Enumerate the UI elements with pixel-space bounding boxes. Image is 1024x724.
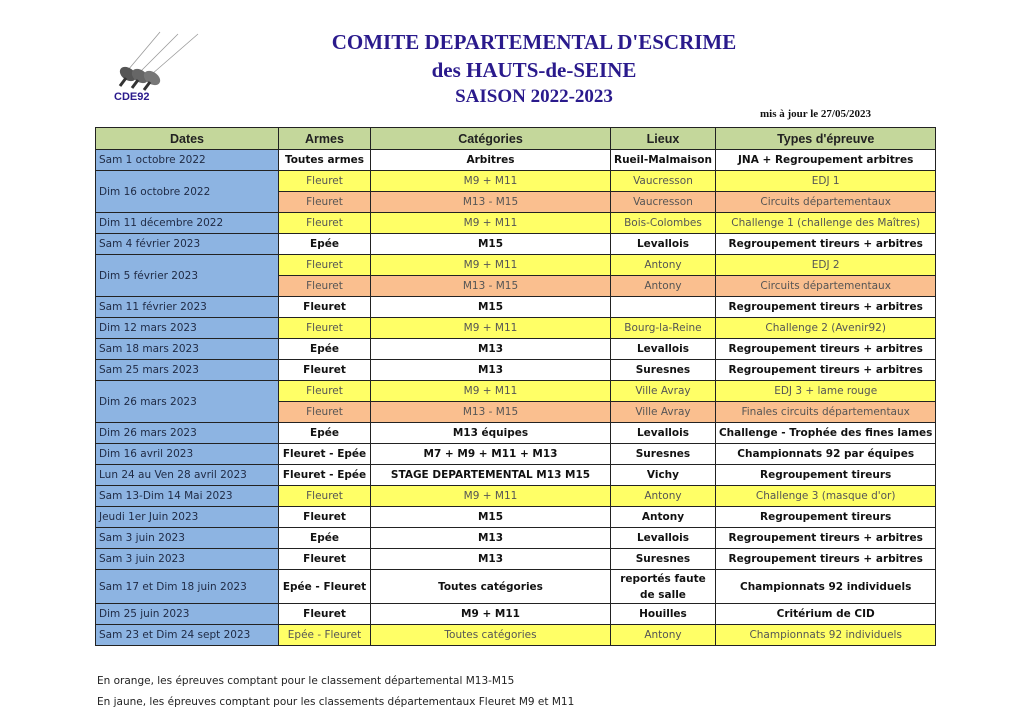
cell-arme: Fleuret xyxy=(279,318,371,339)
cell-lieu: Antony xyxy=(611,255,716,276)
table-row xyxy=(96,297,936,318)
cell-lieu: Suresnes xyxy=(611,549,716,570)
cell-date: Sam 1 octobre 2022 xyxy=(96,150,279,171)
cell-lieu: Suresnes xyxy=(611,360,716,381)
cell-lieu: Antony xyxy=(611,625,716,646)
table-row xyxy=(96,171,936,192)
cell-arme: Epée xyxy=(279,234,371,255)
table-row xyxy=(96,381,936,402)
table-row xyxy=(96,625,936,646)
legend-orange-note: En orange, les épreuves comptant pour le classement départemental M13-M15 xyxy=(97,675,515,687)
cell-cat: M9 + M11 xyxy=(371,604,611,625)
cell-lieu: Levallois xyxy=(611,528,716,549)
table-row xyxy=(96,360,936,381)
column-header-types: Types d'épreuve xyxy=(715,128,935,150)
cell-cat: M13 xyxy=(371,360,611,381)
cell-type: Regroupement tireurs + arbitres xyxy=(715,549,935,570)
cell-cat: M9 + M11 xyxy=(371,318,611,339)
cell-arme: Fleuret xyxy=(279,549,371,570)
cell-lieu: Levallois xyxy=(611,234,716,255)
cell-lieu: Bourg-la-Reine xyxy=(611,318,716,339)
cell-arme: Fleuret - Epée xyxy=(279,465,371,486)
cell-arme: Fleuret xyxy=(279,604,371,625)
cell-date: Dim 26 mars 2023 xyxy=(96,423,279,444)
cell-arme: Fleuret xyxy=(279,276,371,297)
column-header-lieux: Lieux xyxy=(611,128,716,150)
table-row xyxy=(96,486,936,507)
cell-cat: STAGE DEPARTEMENTAL M13 M15 xyxy=(371,465,611,486)
season-title: SAISON 2022-2023 xyxy=(455,86,613,107)
cell-type: Challenge 2 (Avenir92) xyxy=(715,318,935,339)
table-row xyxy=(96,213,936,234)
cell-lieu: Vaucresson xyxy=(611,171,716,192)
cell-arme: Epée - Fleuret xyxy=(279,625,371,646)
cell-date: Sam 25 mars 2023 xyxy=(96,360,279,381)
page-title: COMITE DEPARTEMENTAL D'ESCRIME xyxy=(331,30,737,54)
cell-type: Critérium de CID xyxy=(715,604,935,625)
cell-type: Championnats 92 par équipes xyxy=(715,444,935,465)
table-header-row xyxy=(96,128,936,150)
cell-date: Dim 25 juin 2023 xyxy=(96,604,279,625)
table-row xyxy=(96,423,936,444)
cell-date: Sam 4 février 2023 xyxy=(96,234,279,255)
cell-lieu: reportés faute de salle xyxy=(611,570,716,604)
cell-arme: Fleuret xyxy=(279,486,371,507)
cell-lieu: Antony xyxy=(611,276,716,297)
cell-lieu: Vaucresson xyxy=(611,192,716,213)
update-date: mis à jour le 27/05/2023 xyxy=(760,108,872,120)
cell-date: Sam 13-Dim 14 Mai 2023 xyxy=(96,486,279,507)
cell-type: Regroupement tireurs + arbitres xyxy=(715,339,935,360)
table-row xyxy=(96,339,936,360)
table-row xyxy=(96,528,936,549)
cell-date: Dim 16 avril 2023 xyxy=(96,444,279,465)
cell-date: Jeudi 1er Juin 2023 xyxy=(96,507,279,528)
cell-type: Challenge 3 (masque d'or) xyxy=(715,486,935,507)
table-body xyxy=(96,150,936,646)
column-header-categories: Catégories xyxy=(371,128,611,150)
cell-lieu: Antony xyxy=(611,486,716,507)
cell-date: Dim 26 mars 2023 xyxy=(96,381,279,423)
cell-type: Circuits départementaux xyxy=(715,192,935,213)
cell-cat: M15 xyxy=(371,297,611,318)
cell-type: Regroupement tireurs + arbitres xyxy=(715,297,935,318)
cell-type: JNA + Regroupement arbitres xyxy=(715,150,935,171)
cell-arme: Epée xyxy=(279,528,371,549)
cell-arme: Epée xyxy=(279,423,371,444)
logo-text: CDE92 xyxy=(114,91,150,102)
cell-type: Challenge 1 (challenge des Maîtres) xyxy=(715,213,935,234)
table-row xyxy=(96,234,936,255)
cell-cat: M13 - M15 xyxy=(371,276,611,297)
cell-arme: Epée - Fleuret xyxy=(279,570,371,604)
calendar-table xyxy=(95,127,936,646)
page-subtitle: des HAUTS-de-SEINE xyxy=(431,58,637,82)
cell-cat: M13 équipes xyxy=(371,423,611,444)
cell-cat: Toutes catégories xyxy=(371,570,611,604)
cell-cat: M9 + M11 xyxy=(371,213,611,234)
cell-cat: M9 + M11 xyxy=(371,171,611,192)
table-row xyxy=(96,150,936,171)
table-row xyxy=(96,570,936,604)
cell-type: Circuits départementaux xyxy=(715,276,935,297)
cell-arme: Fleuret xyxy=(279,255,371,276)
cell-type: Regroupement tireurs + arbitres xyxy=(715,528,935,549)
cell-arme: Epée xyxy=(279,339,371,360)
cell-arme: Fleuret xyxy=(279,213,371,234)
cell-cat: M9 + M11 xyxy=(371,486,611,507)
cell-type: Regroupement tireurs + arbitres xyxy=(715,234,935,255)
cell-date: Sam 23 et Dim 24 sept 2023 xyxy=(96,625,279,646)
cell-cat: Arbitres xyxy=(371,150,611,171)
cell-type: Challenge - Trophée des fines lames xyxy=(715,423,935,444)
cell-type: Regroupement tireurs xyxy=(715,465,935,486)
cell-type: Championnats 92 individuels xyxy=(715,625,935,646)
cell-lieu: Houilles xyxy=(611,604,716,625)
cell-arme: Fleuret xyxy=(279,360,371,381)
cell-arme: Fleuret xyxy=(279,297,371,318)
cell-cat: M13 xyxy=(371,549,611,570)
cell-date: Sam 3 juin 2023 xyxy=(96,528,279,549)
cell-cat: M13 - M15 xyxy=(371,402,611,423)
cell-lieu xyxy=(611,297,716,318)
cell-date: Dim 16 octobre 2022 xyxy=(96,171,279,213)
legend-yellow-note: En jaune, les épreuves comptant pour les classements départementaux Fleuret M9 et M11 xyxy=(97,696,575,708)
cell-date: Dim 5 février 2023 xyxy=(96,255,279,297)
cell-date: Sam 11 février 2023 xyxy=(96,297,279,318)
cell-arme: Fleuret xyxy=(279,507,371,528)
cell-lieu: Antony xyxy=(611,507,716,528)
cell-lieu: Levallois xyxy=(611,339,716,360)
column-header-dates: Dates xyxy=(96,128,279,150)
table-row xyxy=(96,507,936,528)
cell-lieu: Ville Avray xyxy=(611,402,716,423)
cell-arme: Fleuret xyxy=(279,381,371,402)
cell-date: Sam 3 juin 2023 xyxy=(96,549,279,570)
table-row xyxy=(96,255,936,276)
cell-arme: Toutes armes xyxy=(279,150,371,171)
cell-type: EDJ 1 xyxy=(715,171,935,192)
cell-lieu: Rueil-Malmaison xyxy=(611,150,716,171)
table-row xyxy=(96,318,936,339)
cell-type: EDJ 3 + lame rouge xyxy=(715,381,935,402)
cell-cat: M9 + M11 xyxy=(371,255,611,276)
cell-type: Finales circuits départementaux xyxy=(715,402,935,423)
table-row xyxy=(96,465,936,486)
cell-date: Sam 18 mars 2023 xyxy=(96,339,279,360)
cell-arme: Fleuret xyxy=(279,192,371,213)
cell-cat: M15 xyxy=(371,234,611,255)
column-header-armes: Armes xyxy=(279,128,371,150)
cell-date: Lun 24 au Ven 28 avril 2023 xyxy=(96,465,279,486)
cell-cat: M7 + M9 + M11 + M13 xyxy=(371,444,611,465)
cell-arme: Fleuret xyxy=(279,402,371,423)
cell-cat: M15 xyxy=(371,507,611,528)
cell-lieu: Levallois xyxy=(611,423,716,444)
cell-lieu: Suresnes xyxy=(611,444,716,465)
table-row xyxy=(96,549,936,570)
cell-type: EDJ 2 xyxy=(715,255,935,276)
cell-cat: M13 - M15 xyxy=(371,192,611,213)
cell-lieu: Ville Avray xyxy=(611,381,716,402)
cell-type: Championnats 92 individuels xyxy=(715,570,935,604)
cell-date: Sam 17 et Dim 18 juin 2023 xyxy=(96,570,279,604)
cell-cat: M13 xyxy=(371,339,611,360)
cell-cat: M13 xyxy=(371,528,611,549)
cell-arme: Fleuret - Epée xyxy=(279,444,371,465)
cell-arme: Fleuret xyxy=(279,171,371,192)
cell-date: Dim 12 mars 2023 xyxy=(96,318,279,339)
cell-lieu: Vichy xyxy=(611,465,716,486)
cell-type: Regroupement tireurs xyxy=(715,507,935,528)
cell-date: Dim 11 décembre 2022 xyxy=(96,213,279,234)
cell-lieu: Bois-Colombes xyxy=(611,213,716,234)
table-row xyxy=(96,444,936,465)
cell-type: Regroupement tireurs + arbitres xyxy=(715,360,935,381)
table-row xyxy=(96,604,936,625)
cell-cat: Toutes catégories xyxy=(371,625,611,646)
cell-cat: M9 + M11 xyxy=(371,381,611,402)
